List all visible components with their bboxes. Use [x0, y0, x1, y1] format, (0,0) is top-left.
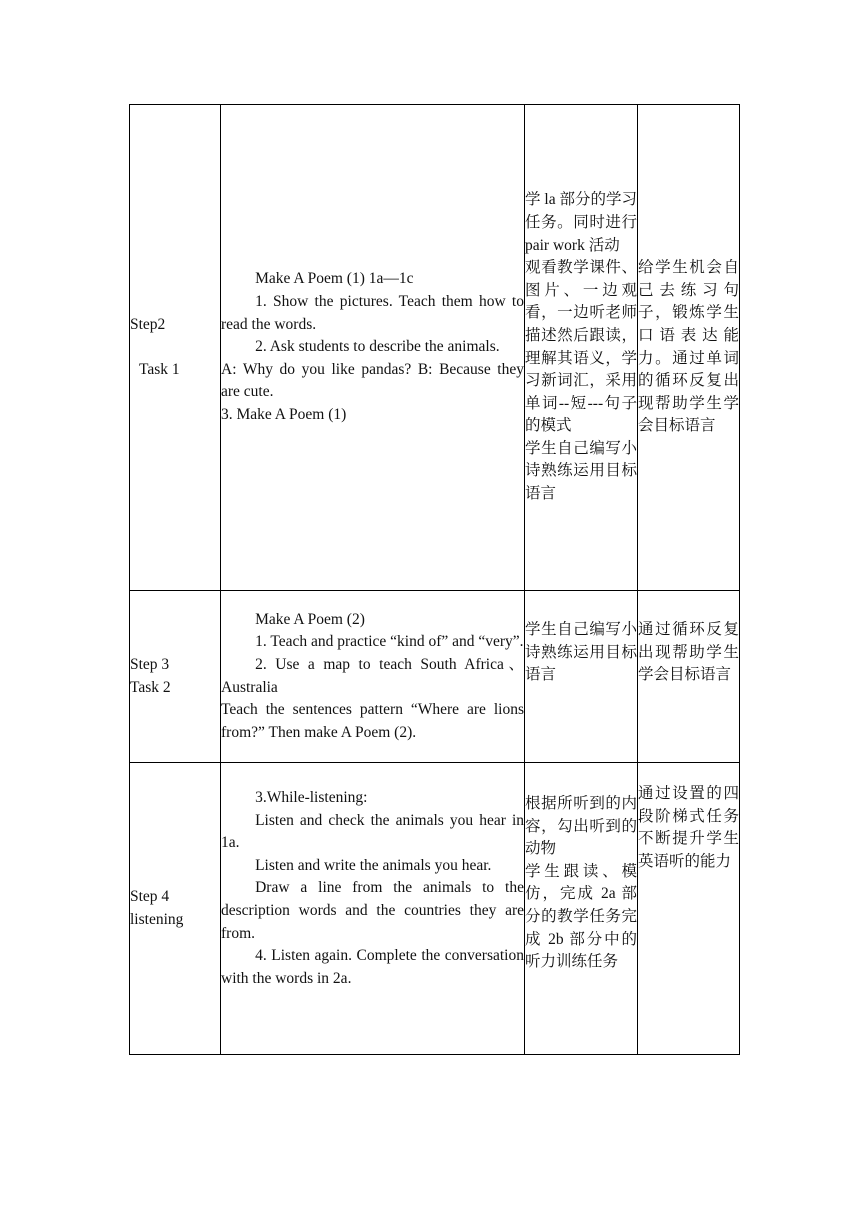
step-cell	[130, 591, 221, 763]
student-activity-cell	[525, 591, 638, 763]
purpose-cell	[638, 763, 740, 1055]
task-label: Task 2	[130, 678, 171, 696]
process-item: A: Why do you like pandas? B: Because they are cute.	[221, 360, 524, 401]
step-label: Step2	[130, 315, 166, 333]
process-item: 2. Ask students to describe the animals.	[255, 338, 500, 356]
activity-text: 学生跟读、模仿，完成 2a 部分的教学任务完成 2b 部分中的听力训练任务	[525, 862, 637, 971]
process-cell	[221, 105, 525, 591]
activity-text: 观看教学课件、图片、一边观看，一边听老师描述然后跟读，理解其语义，学习新词汇，采用单词--短---句子的模式	[525, 259, 637, 435]
activity-text: 学生自己编写小诗熟练运用目标语言	[525, 439, 637, 503]
step-label: Step 3	[130, 655, 170, 673]
lesson-plan-table	[129, 104, 740, 1055]
table-row-step2	[130, 105, 740, 591]
process-item: 3. Make A Poem (1)	[221, 405, 347, 423]
process-item: Listen and check the animals you hear in 1a.	[221, 811, 524, 852]
student-activity-cell	[525, 763, 638, 1055]
process-title: Make A Poem (1) 1a—1c	[255, 270, 414, 288]
process-cell	[221, 763, 525, 1055]
step-cell	[130, 105, 221, 591]
process-item: 2. Use a map to teach South Africa、Australia	[221, 655, 524, 696]
process-title: 3.While-listening:	[255, 789, 368, 806]
purpose-text: 给学生机会自己去练习句子，锻炼学生口语表达能力。通过单词的循环反复出现帮助学生学会目标语言	[638, 259, 739, 435]
step-label: Step 4	[130, 887, 170, 905]
purpose-cell	[638, 591, 740, 763]
process-item: Listen and write the animals you hear.	[255, 856, 492, 874]
table-row-step3	[130, 591, 740, 763]
process-cell	[221, 591, 525, 763]
activity-text: 根据所听到的内容，勾出听到的动物	[525, 795, 637, 858]
purpose-text: 通过设置的四段阶梯式任务不断提升学生英语听的能力	[638, 785, 739, 870]
process-item: 4. Listen again. Complete the conversation with the words in 2a.	[221, 947, 524, 987]
step-cell	[130, 763, 221, 1055]
purpose-text: 通过循环反复出现帮助学生学会目标语言	[638, 621, 739, 684]
process-title: Make A Poem (2)	[255, 610, 365, 628]
process-item: Teach the sentences pattern “Where are lions from?” Then make A Poem (2).	[221, 701, 524, 741]
student-activity-cell	[525, 105, 638, 591]
table-row-step4	[130, 763, 740, 1055]
process-item: 1. Show the pictures. Teach them how to read the words.	[221, 293, 524, 333]
task-label: listening	[130, 910, 184, 928]
activity-text: 学 la 部分的学习任务。同时进行 pair work 活动	[525, 191, 637, 254]
process-item: Draw a line from the animals to the description words and the countries they are from.	[221, 879, 524, 942]
activity-text: 学生自己编写小诗熟练运用目标语言	[525, 621, 637, 684]
purpose-cell	[638, 105, 740, 591]
process-item: 1. Teach and practice “kind of” and “very”.	[255, 633, 524, 651]
task-label: Task 1	[139, 360, 180, 378]
